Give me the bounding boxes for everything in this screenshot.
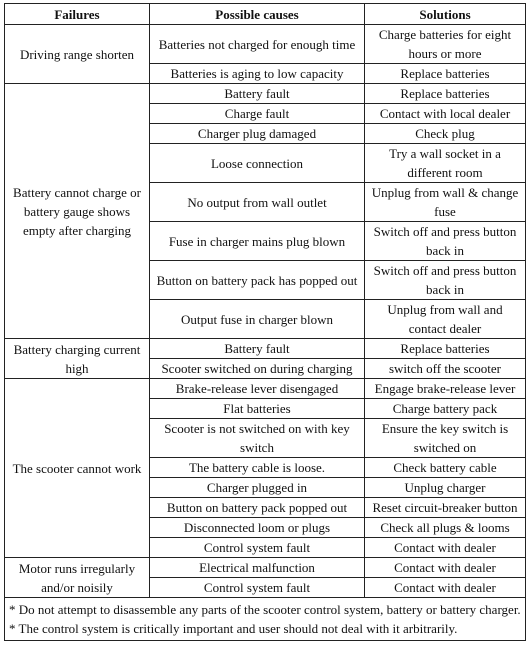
solution-cell: Unplug from wall and contact dealer: [365, 300, 526, 339]
solution-cell: Unplug charger: [365, 478, 526, 498]
header-row: [5, 4, 526, 25]
cause-cell: Scooter switched on during charging: [150, 359, 365, 379]
cause-cell: Brake-release lever disengaged: [150, 379, 365, 399]
table-row: [5, 84, 526, 104]
cause-cell: Electrical malfunction: [150, 558, 365, 578]
solution-cell: Contact with dealer: [365, 578, 526, 598]
solution-cell: Check battery cable: [365, 458, 526, 478]
cause-cell: Battery fault: [150, 339, 365, 359]
solution-cell: Replace batteries: [365, 84, 526, 104]
failure-cell: Battery charging current high: [5, 339, 150, 379]
header-possible-causes: Possible causes: [150, 4, 365, 25]
solution-cell: switch off the scooter: [365, 359, 526, 379]
failure-cell: Motor runs irregularly and/or noisily: [5, 558, 150, 598]
note-control-system: * The control system is critically important and user should not deal with it arbitrarily.: [9, 621, 458, 636]
failure-cell: The scooter cannot work: [5, 379, 150, 558]
failure-cell: Battery cannot charge or battery gauge shows empty after charging: [5, 84, 150, 339]
solution-cell: Ensure the key switch is switched on: [365, 419, 526, 458]
header-failures: Failures: [5, 4, 150, 25]
cause-cell: Loose connection: [150, 144, 365, 183]
solution-cell: Contact with local dealer: [365, 104, 526, 124]
troubleshooting-table: [4, 3, 526, 641]
cause-cell: No output from wall outlet: [150, 183, 365, 222]
cause-cell: Flat batteries: [150, 399, 365, 419]
cause-cell: Control system fault: [150, 578, 365, 598]
cause-cell: Button on battery pack popped out: [150, 498, 365, 518]
troubleshooting-document: [4, 3, 525, 641]
cause-cell: Control system fault: [150, 538, 365, 558]
notes-row: [5, 598, 526, 641]
cause-cell: Batteries is aging to low capacity: [150, 64, 365, 84]
table-row: [5, 25, 526, 64]
solution-cell: Charge batteries for eight hours or more: [365, 25, 526, 64]
cause-cell: Charger plugged in: [150, 478, 365, 498]
header-solutions: Solutions: [365, 4, 526, 25]
cause-cell: Output fuse in charger blown: [150, 300, 365, 339]
solution-cell: Switch off and press button back in: [365, 261, 526, 300]
table-row: [5, 379, 526, 399]
solution-cell: Reset circuit-breaker button: [365, 498, 526, 518]
solution-cell: Contact with dealer: [365, 558, 526, 578]
solution-cell: Check plug: [365, 124, 526, 144]
solution-cell: Charge battery pack: [365, 399, 526, 419]
notes-cell: [5, 598, 526, 641]
cause-cell: Batteries not charged for enough time: [150, 25, 365, 64]
solution-cell: Try a wall socket in a different room: [365, 144, 526, 183]
cause-cell: The battery cable is loose.: [150, 458, 365, 478]
cause-cell: Charge fault: [150, 104, 365, 124]
table-row: [5, 558, 526, 578]
solution-cell: Contact with dealer: [365, 538, 526, 558]
solution-cell: Check all plugs & looms: [365, 518, 526, 538]
cause-cell: Charger plug damaged: [150, 124, 365, 144]
cause-cell: Scooter is not switched on with key switch: [150, 419, 365, 458]
solution-cell: Engage brake-release lever: [365, 379, 526, 399]
failure-cell: Driving range shorten: [5, 25, 150, 84]
cause-cell: Disconnected loom or plugs: [150, 518, 365, 538]
solution-cell: Switch off and press button back in: [365, 222, 526, 261]
cause-cell: Battery fault: [150, 84, 365, 104]
cause-cell: Fuse in charger mains plug blown: [150, 222, 365, 261]
solution-cell: Replace batteries: [365, 64, 526, 84]
table-row: [5, 339, 526, 359]
table-body: [5, 25, 526, 598]
note-disassemble: * Do not attempt to disassemble any parts of the scooter control system, battery or battery charger.: [9, 602, 521, 617]
solution-cell: Replace batteries: [365, 339, 526, 359]
cause-cell: Button on battery pack has popped out: [150, 261, 365, 300]
solution-cell: Unplug from wall & change fuse: [365, 183, 526, 222]
